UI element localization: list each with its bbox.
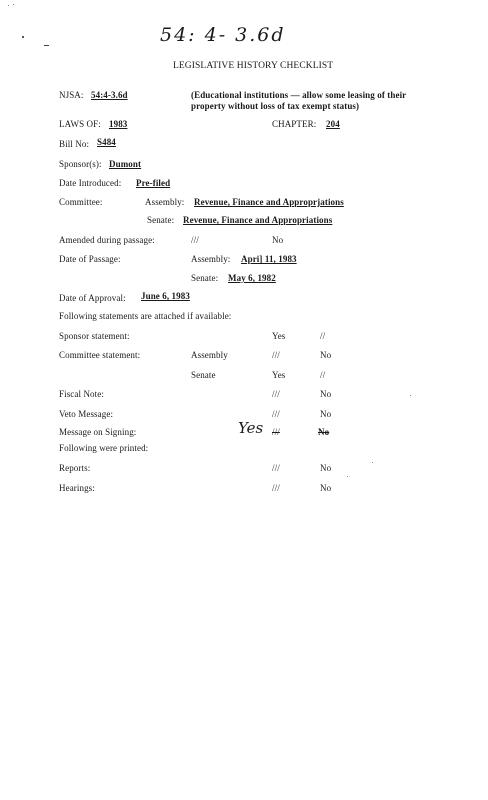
fiscal-note-col2: No <box>320 389 332 399</box>
sponsor-statement-col1: Yes <box>272 331 286 341</box>
njsa-value: 54:4-3.6d <box>91 90 128 100</box>
sponsor-statement-col2: // <box>320 331 326 341</box>
hearings-label: Hearings: <box>59 483 95 493</box>
committee-assembly-value: Revenue, Finance and Approprjations <box>194 197 344 207</box>
laws-of-value: 1983 <box>109 119 128 129</box>
reports-col2: No <box>320 463 332 473</box>
passage-senate-value: May 6, 1982 <box>228 273 276 283</box>
bill-label: Bill No: <box>59 139 90 149</box>
amended-value: No <box>272 235 284 245</box>
committee-statement-assembly-label: Assembly <box>191 350 228 360</box>
njsa-description-line1: (Educational institutions — allow some leasing of their <box>191 90 407 100</box>
scan-speck <box>44 45 49 46</box>
reports-label: Reports: <box>59 463 91 473</box>
bill-value: S484 <box>97 137 116 147</box>
committee-statement-senate-col2: // <box>320 370 326 380</box>
scan-speck <box>8 5 9 6</box>
scan-speck <box>372 462 373 463</box>
approval-label: Date of Approval: <box>59 293 126 303</box>
date-introduced-label: Date Introduced: <box>59 178 122 188</box>
handwritten-statute-number: 54: 4- 3.6d <box>160 24 286 46</box>
committee-assembly-label: Assembly: <box>145 197 185 207</box>
page-title: LEGISLATIVE HISTORY CHECKLIST <box>173 61 334 71</box>
committee-statement-assembly-col2: No <box>320 350 332 360</box>
committee-label: Committee: <box>59 197 103 207</box>
statements-attached-heading: Following statements are attached if available: <box>59 311 232 321</box>
committee-statement-senate-col1: Yes <box>272 370 286 380</box>
fiscal-note-col1: /// <box>272 389 280 399</box>
hearings-col2: No <box>320 483 332 493</box>
sponsor-statement-label: Sponsor statement: <box>59 331 130 341</box>
scan-speck <box>13 4 14 5</box>
message-signing-struck-col1: /// <box>272 427 280 437</box>
passage-assembly-value: Apri] 11, 1983 <box>241 254 297 264</box>
committee-statement-label: Committee statement: <box>59 350 141 360</box>
scan-speck <box>410 395 411 396</box>
hearings-col1: /// <box>272 483 280 493</box>
veto-message-col1: /// <box>272 409 280 419</box>
scan-speck <box>347 476 348 477</box>
passage-label: Date of Passage: <box>59 254 121 264</box>
laws-of-label: LAWS OF: <box>59 119 101 129</box>
message-signing-struck-col2: No <box>318 427 330 437</box>
committee-senate-label: Senate: <box>147 215 175 225</box>
amended-slashes: /// <box>191 235 199 245</box>
committee-senate-value: Revenue, Finance and Appropriations <box>183 215 333 225</box>
handwritten-yes: Yes <box>238 419 264 437</box>
veto-message-label: Veto Message: <box>59 409 114 419</box>
approval-value: June 6, 1983 <box>141 291 190 301</box>
message-signing-label: Message on Signing: <box>59 427 137 437</box>
committee-statement-assembly-col1: /// <box>272 350 280 360</box>
reports-col1: /// <box>272 463 280 473</box>
chapter-value: 204 <box>326 119 340 129</box>
njsa-description-line2: property without loss of tax exempt status) <box>191 101 360 111</box>
passage-senate-label: Senate: <box>191 273 219 283</box>
amended-label: Amended during passage: <box>59 235 155 245</box>
committee-statement-senate-label: Senate <box>191 370 216 380</box>
sponsor-label: Sponsor(s): <box>59 159 102 169</box>
chapter-label: CHAPTER: <box>272 119 317 129</box>
printed-heading: Following were printed: <box>59 443 149 453</box>
sponsor-value: Dumont <box>109 159 142 169</box>
njsa-label: NJSA: <box>59 90 84 100</box>
fiscal-note-label: Fiscal Note: <box>59 389 104 399</box>
scan-speck <box>22 36 24 38</box>
date-introduced-value: Pre-filed <box>136 178 171 188</box>
veto-message-col2: No <box>320 409 332 419</box>
passage-assembly-label: Assembly: <box>191 254 231 264</box>
